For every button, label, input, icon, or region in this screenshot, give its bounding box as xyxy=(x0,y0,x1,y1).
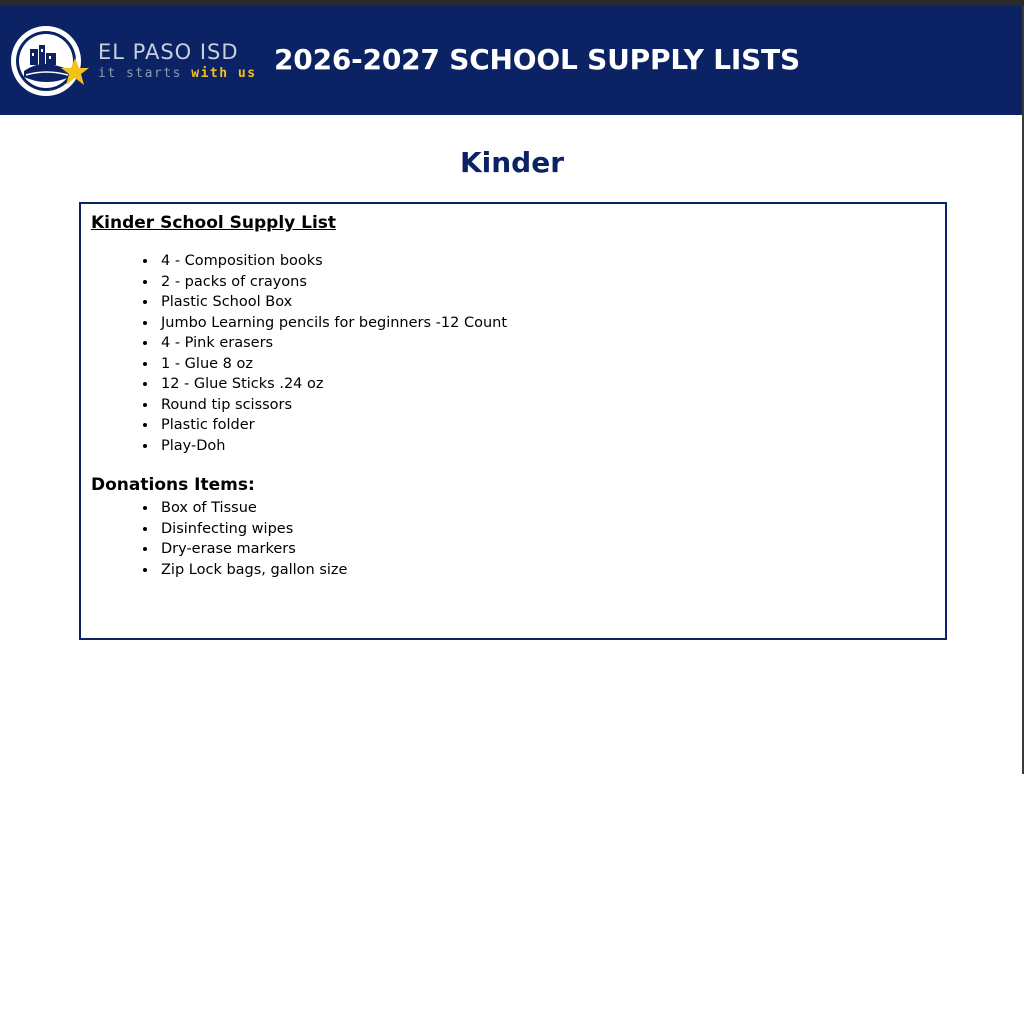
supply-list xyxy=(141,251,507,456)
star-icon xyxy=(60,57,90,87)
list-item: Plastic School Box xyxy=(141,292,507,313)
list-item: Play-Doh xyxy=(141,436,507,457)
brand-name: EL PASO ISD xyxy=(98,40,239,64)
list-item: Jumbo Learning pencils for beginners -12 Count xyxy=(141,313,507,334)
donation-list xyxy=(141,498,347,580)
header-title: 2026-2027 SCHOOL SUPPLY LISTS xyxy=(274,43,800,76)
supply-list-box xyxy=(79,202,947,640)
list-item: 4 - Composition books xyxy=(141,251,507,272)
list-item: Disinfecting wipes xyxy=(141,519,347,540)
grade-title: Kinder xyxy=(459,146,565,179)
list-item: 12 - Glue Sticks .24 oz xyxy=(141,374,507,395)
tagline-part-1: it starts xyxy=(98,66,192,81)
list-item: 1 - Glue 8 oz xyxy=(141,354,507,375)
brand-tagline xyxy=(98,66,258,82)
list-item: Round tip scissors xyxy=(141,395,507,416)
header-banner xyxy=(0,6,1024,115)
supply-list-title: Kinder School Supply List xyxy=(91,213,337,233)
list-item: 4 - Pink erasers xyxy=(141,333,507,354)
tagline-part-2: with us xyxy=(191,66,257,81)
brand-block xyxy=(98,40,258,82)
list-item: 2 - packs of crayons xyxy=(141,272,507,293)
list-item: Dry-erase markers xyxy=(141,539,347,560)
district-seal-icon xyxy=(10,25,82,97)
list-item: Zip Lock bags, gallon size xyxy=(141,560,347,581)
donations-title: Donations Items: xyxy=(91,475,255,495)
list-item: Box of Tissue xyxy=(141,498,347,519)
list-item: Plastic folder xyxy=(141,415,507,436)
